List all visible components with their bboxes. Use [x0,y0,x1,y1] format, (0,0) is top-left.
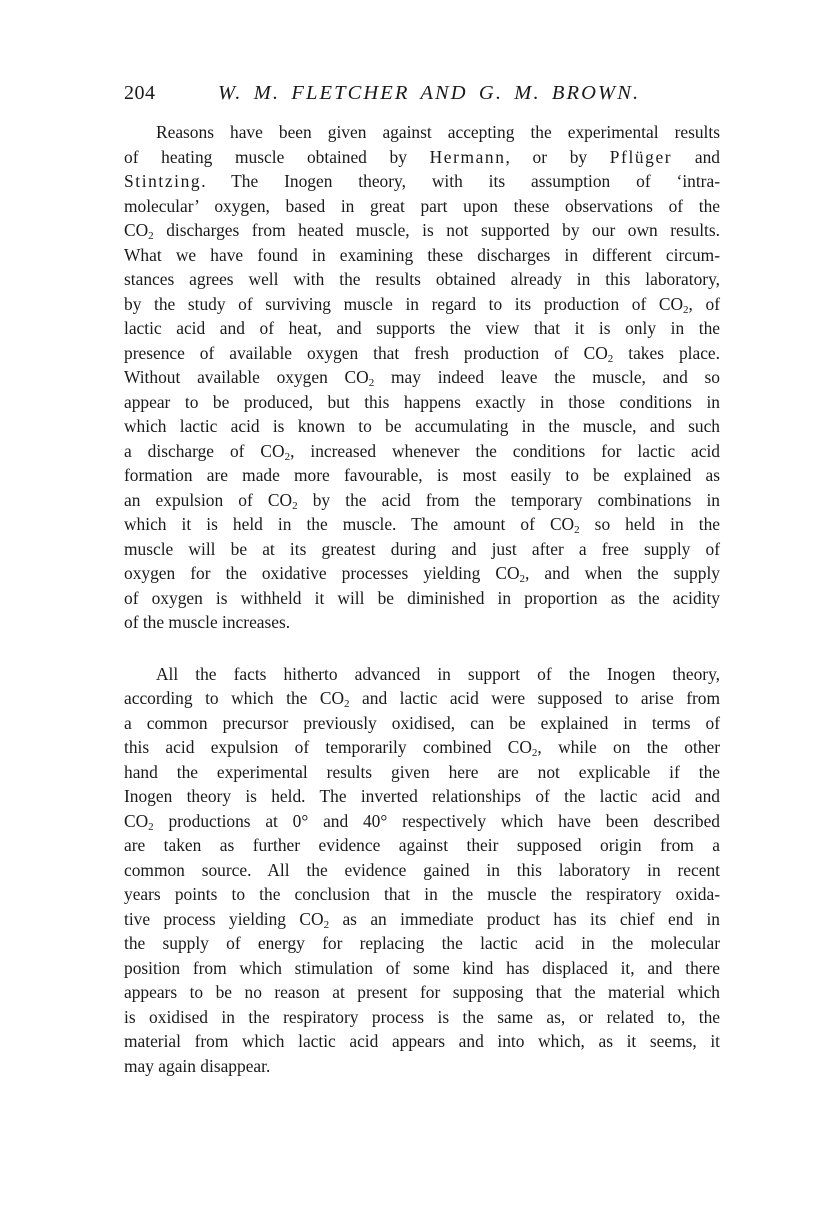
body-text [124,120,720,1078]
paragraph-gap [124,635,720,662]
text-line: $CO_2$ productions at 0° and 40° respectively which have been described [124,810,720,833]
text-line: position from which stimulation of some kind has displaced it, and there [124,957,720,978]
text-line: which it is held in the muscle. The amount of $CO_2$ so held in the [124,514,721,536]
text-line: hand the experimental results given here are not explicable if the [124,761,720,782]
author-name: Hermann [429,146,506,167]
author-name: Stintzing [124,171,202,191]
text-line: stances agrees well with the results obtained already in this laboratory, [124,269,720,289]
author-name: Pflüger [609,146,673,167]
running-header [124,82,700,112]
text-line: of heating muscle obtained by Hermann, or by Pflüger and [124,146,720,167]
paragraph-2 [124,662,720,1079]
text-line: this acid expulsion of temporarily combined $CO_2$, while on the other [124,737,721,759]
text-line: a common precursor previously oxidised, can be explained in terms of [124,712,720,733]
text-line: presence of available oxygen that fresh production of $CO_2$ takes place. [124,342,720,365]
running-title: W. M. FLETCHER AND G. M. BROWN. [218,82,641,104]
text-line: a discharge of $CO_2$, increased whenever the conditions for lactic acid [124,440,720,463]
text-line: What we have found in examining these discharges in different circum- [124,244,720,265]
text-line: material from which lactic acid appears and into which, as it seems, it [124,1031,720,1051]
text-line: appear to be produced, but this happens exactly in those conditions in [124,391,720,412]
text-line: of the muscle increases. [124,612,291,632]
text-line: Reasons have been given against accepting the experimental results [156,122,720,142]
text-line: oxygen for the oxidative processes yielding $CO_2$, and when the supply [124,563,720,585]
text-line: by the study of surviving muscle in regard to its production of $CO_2$, of [124,293,720,316]
text-line: years points to the conclusion that in the muscle the respiratory oxida- [124,884,720,904]
paragraph-1 [124,120,720,635]
text-line: the supply of energy for replacing the lactic acid in the molecular [124,933,720,953]
text-line: are taken as further evidence against their supposed origin from a [124,835,720,855]
text-line: muscle will be at its greatest during and just after a free supply of [124,538,720,559]
text-line: Without available oxygen $CO_2$ may indeed leave the muscle, and so [124,367,720,389]
text-line: an expulsion of $CO_2$ by the acid from the temporary combinations in [124,489,720,512]
text-line: $CO_2$ discharges from heated muscle, is not supported by our own results. [124,220,720,242]
text-line: tive process yielding $CO_2$ as an immediate product has its chief end in [124,908,720,931]
text-line: may again disappear. [124,1055,271,1076]
text-line: appears to be no reason at present for supposing that the material which [124,982,720,1002]
text-line: common source. All the evidence gained in this laboratory in recent [124,859,720,880]
text-line: lactic acid and of heat, and supports the view that it is only in the [124,318,720,338]
text-line: of oxygen is withheld it will be diminished in proportion as the acidity [124,587,720,608]
text-line: is oxidised in the respiratory process is the same as, or related to, the [124,1006,720,1027]
text-line: which lactic acid is known to be accumulating in the muscle, and such [124,416,720,436]
text-line: according to which the $CO_2$ and lactic acid were supposed to arise from [124,688,720,710]
text-line: Stintzing. The Inogen theory, with its assumption of ‘intra- [124,171,720,191]
page-number: 204 [124,82,156,104]
text-line: molecular’ oxygen, based in great part upon these observations of the [124,195,720,216]
text-line: formation are made more favourable, is most easily to be explained as [124,465,720,485]
text-line: All the facts hitherto advanced in support of the Inogen theory, [156,663,720,684]
text-line: Inogen theory is held. The inverted relationships of the lactic acid and [124,786,720,806]
